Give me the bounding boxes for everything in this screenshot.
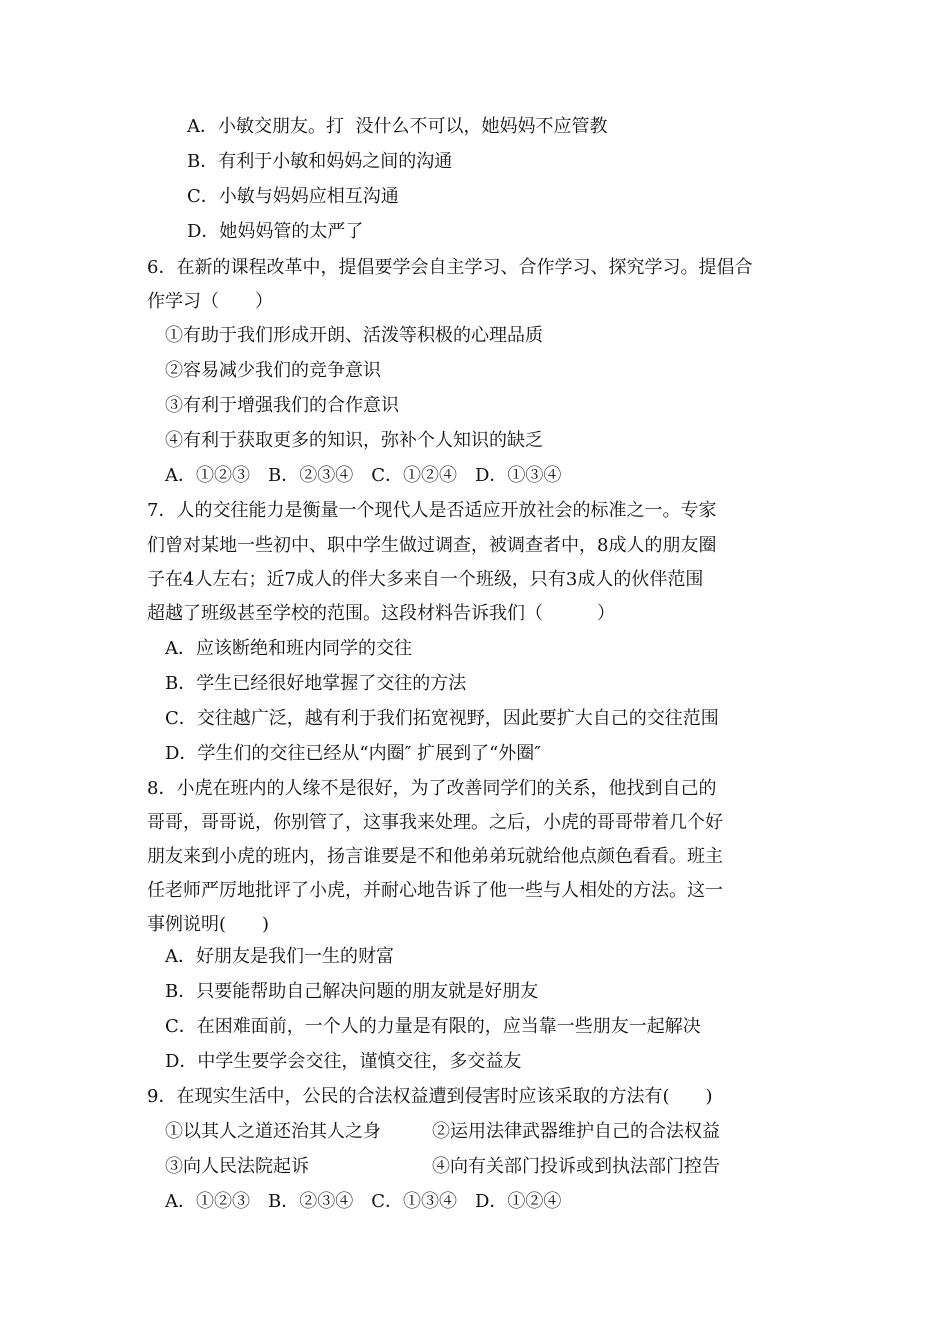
q6-item-2: ②容易减少我们的竞争意识 (165, 360, 381, 381)
q5-option-b: B．有利于小敏和妈妈之间的沟通 (187, 151, 453, 172)
q8-stem-line-5: 事例说明( ) (147, 914, 270, 935)
q6-stem-line-2: 作学习（ ） (147, 291, 273, 312)
q8-stem-line-3: 朋友来到小虎的班内，扬言谁要是不和他弟弟玩就给他点颜色看看。班主 (147, 846, 723, 867)
q7-option-a: A．应该断绝和班内同学的交往 (165, 638, 412, 659)
q8-stem-line-4: 任老师严厉地批评了小虎，并耐心地告诉了他一些与人相处的方法。这一 (147, 880, 723, 901)
q6-answer-options: A．①②③ B．②③④ C．①②④ D．①③④ (165, 465, 562, 486)
q9-item-2: ②运用法律武器维护自己的合法权益 (432, 1121, 720, 1142)
q5-option-d: D．她妈妈管的太严了 (187, 221, 364, 242)
q9-item-3: ③向人民法院起诉 (165, 1156, 309, 1177)
q6-item-1: ①有助于我们形成开朗、活泼等积极的心理品质 (165, 325, 543, 346)
q8-option-d: D．中学生要学会交往，谨慎交往，多交益友 (165, 1051, 522, 1072)
q7-stem-line-2: 们曾对某地一些初中、职中学生做过调查，被调查者中，8成人的朋友圈 (147, 535, 717, 556)
q5-option-c: C．小敏与妈妈应相互沟通 (187, 186, 399, 207)
q7-stem-line-4: 超越了班级甚至学校的范围。这段材料告诉我们（ ） (147, 603, 615, 624)
q7-option-b: B．学生已经很好地掌握了交往的方法 (165, 673, 467, 694)
q7-stem-line-3: 子在4人左右；近7成人的伴大多来自一个班级，只有3成人的伙伴范围 (147, 569, 704, 590)
q6-stem-line-1: 6．在新的课程改革中，提倡要学会自主学习、合作学习、探究学习。提倡合 (147, 257, 753, 278)
q9-answer-options: A．①②③ B．②③④ C．①③④ D．①②④ (165, 1191, 562, 1212)
q5-option-a: A．小敏交朋友。打 没什么不可以，她妈妈不应管教 (187, 116, 608, 137)
q7-stem-line-1: 7．人的交往能力是衡量一个现代人是否适应开放社会的标准之一。专家 (147, 500, 717, 521)
q6-item-3: ③有利于增强我们的合作意识 (165, 395, 399, 416)
q9-stem: 9．在现实生活中，公民的合法权益遭到侵害时应该采取的方法有( ) (147, 1086, 713, 1107)
q6-item-4: ④有利于获取更多的知识，弥补个人知识的缺乏 (165, 430, 543, 451)
q8-stem-line-1: 8．小虎在班内的人缘不是很好，为了改善同学们的关系，他找到自己的 (147, 778, 717, 799)
q7-option-d: D．学生们的交往已经从“内圈″ 扩展到了“外圈″ (165, 743, 542, 764)
q8-option-c: C．在困难面前，一个人的力量是有限的，应当靠一些朋友一起解决 (165, 1016, 701, 1037)
q8-option-a: A．好朋友是我们一生的财富 (165, 946, 394, 967)
q9-item-4: ④向有关部门投诉或到执法部门控告 (432, 1156, 720, 1177)
q7-option-c: C．交往越广泛，越有利于我们拓宽视野，因此要扩大自己的交往范围 (165, 708, 719, 729)
q9-item-1: ①以其人之道还治其人之身 (165, 1121, 381, 1142)
q8-option-b: B．只要能帮助自己解决问题的朋友就是好朋友 (165, 981, 539, 1002)
q8-stem-line-2: 哥哥，哥哥说，你别管了，这事我来处理。之后，小虎的哥哥带着几个好 (147, 812, 723, 833)
